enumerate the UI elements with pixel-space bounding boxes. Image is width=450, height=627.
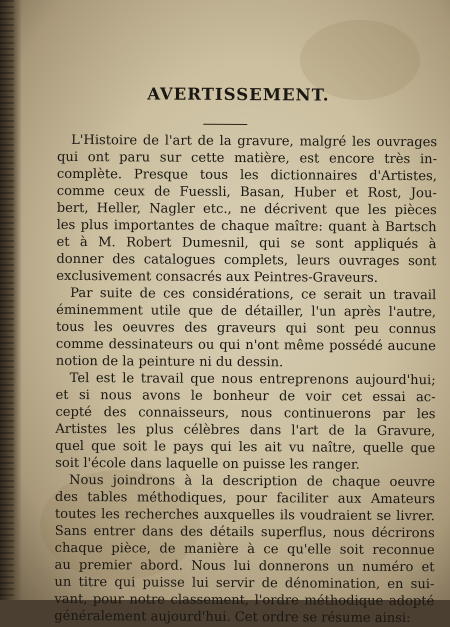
text-line: complète. Presque tous les dictionnaires d'Artistes, xyxy=(56,166,437,185)
text-line: Nous joindrons à la description de chaque oeuvre xyxy=(69,472,436,491)
text-line: quel que soit le pays qui les ait vu naître, quelle que xyxy=(55,438,436,457)
title-divider xyxy=(203,124,247,125)
text-line: bert, Heller, Nagler etc., ne décrivent que les pièces xyxy=(56,200,437,219)
text-line: toutes les recherches auxquelles ils voudraient se livrer. xyxy=(54,506,435,525)
text-line: comme dessinateurs ou qui n'ont même possédé aucune xyxy=(55,336,436,355)
text-line: qui ont paru sur cette matière, est encore très in- xyxy=(56,149,438,168)
text-line: notion de la peinture ni du dessin. xyxy=(55,353,284,371)
text-line: vant, pour notre classement, l'ordre méthodique adopté xyxy=(54,591,435,610)
text-line: un titre qui puisse lui servir de dénomination, en sui- xyxy=(54,574,435,593)
text-line: comme ceux de Fuessli, Basan, Huber et Rost, Jou- xyxy=(56,183,437,202)
text-line: soit l'école dans laquelle on puisse les ranger. xyxy=(55,455,360,473)
text-line: généralement aujourd'hui. Cet ordre se résume ainsi: xyxy=(54,608,411,627)
text-line: éminemment utile que de détailler, l'un après l'autre, xyxy=(56,302,437,321)
text-line: et à M. Robert Dumesnil, qui se sont appliqués à xyxy=(56,234,437,253)
paragraph xyxy=(55,370,436,474)
body-text xyxy=(54,132,437,627)
text-line: exclusivement consacrés aux Peintres-Graveurs. xyxy=(56,268,378,286)
text-line: et si nous avons le bonheur de voir cet essai ac- xyxy=(55,387,436,406)
text-line: donner des catalogues complets, leurs ouvrages sont xyxy=(56,251,437,270)
text-line: des tables méthodiques, pour faciliter aux Amateurs xyxy=(54,489,435,508)
paragraph xyxy=(56,285,437,372)
text-line: chaque pièce, de manière à ce qu'elle soit reconnue xyxy=(54,540,435,559)
text-line: cepté des connaisseurs, nous continuerons par les xyxy=(55,404,436,423)
text-line: Tel est le travail que nous entreprenons aujourd'hui; xyxy=(69,370,436,389)
text-line: Par suite de ces considérations, ce serait un travail xyxy=(70,285,437,304)
text-line: tous les oeuvres des graveurs qui sont peu connus xyxy=(55,319,437,338)
paragraph xyxy=(56,132,437,287)
text-line: au premier abord. Nous lui donnerons un numéro et xyxy=(54,557,435,576)
paragraph xyxy=(54,472,435,627)
text-line: les plus importantes de chaque maître: quant à Bartsch xyxy=(56,217,437,236)
page-title: AVERTISSEMENT. xyxy=(147,84,330,105)
text-line: Artistes les plus célèbres dans l'art de la Gravure, xyxy=(55,421,436,440)
text-line: Sans entrer dans des détails superflus, nous décrirons xyxy=(54,523,435,542)
text-line: L'Histoire de l'art de la gravure, malgré les ouvrages xyxy=(71,132,438,151)
book-page xyxy=(44,0,438,627)
page-gutter xyxy=(0,0,14,600)
